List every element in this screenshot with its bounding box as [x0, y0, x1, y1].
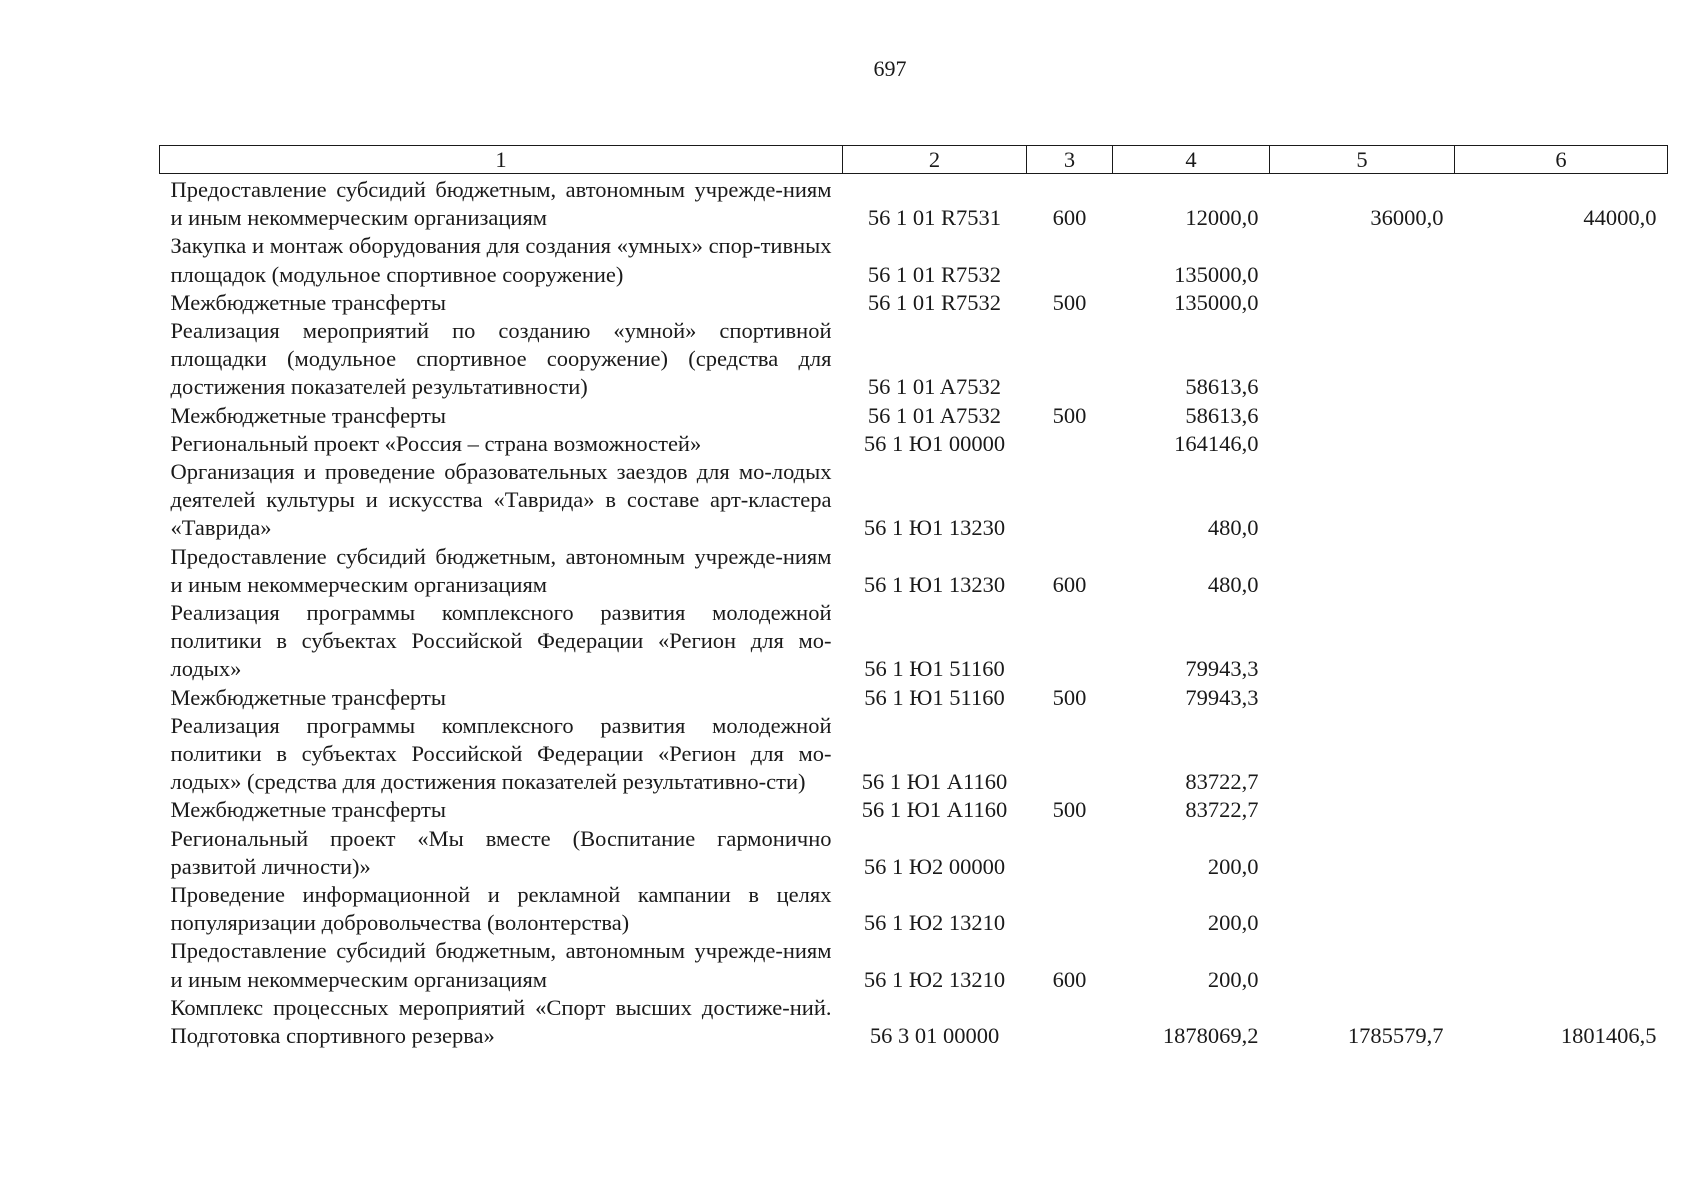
row-value-4-cell: 83722,7	[1185, 797, 1259, 823]
row-value-6-cell: 1801406,5	[1560, 1023, 1657, 1049]
row-value-5-cell: 36000,0	[1370, 205, 1444, 231]
row-type-cell: 500	[1052, 289, 1087, 315]
row-value-6-cell	[1455, 712, 1668, 797]
table-row	[160, 174, 1668, 233]
row-value-6-cell	[1455, 430, 1668, 458]
row-name-cell: Региональный проект «Россия – страна возможностей»	[170, 430, 702, 456]
row-type-cell	[1027, 599, 1113, 684]
column-header-4: 4	[1113, 146, 1270, 174]
row-value-6-cell	[1455, 881, 1668, 937]
row-value-5-cell	[1270, 289, 1455, 317]
table-row	[160, 825, 1668, 881]
row-type-cell	[1027, 430, 1113, 458]
row-type-cell: 500	[1052, 402, 1087, 428]
row-value-4-cell: 135000,0	[1174, 289, 1259, 315]
table-row	[160, 599, 1668, 684]
row-name-cell: Реализация программы комплексного развития молодежной политики в субъектах Российской Федерации «Регион для мо-лодых» (средства для достижения показателей результативно-сти)	[170, 712, 832, 795]
row-name-cell: Организация и проведение образовательных заездов для мо-лодых деятелей культуры и искусства «Таврида» в составе арт-кластера «Таврида»	[170, 459, 832, 541]
row-name-cell: Региональный проект «Мы вместе (Воспитание гармонично развитой личности)»	[170, 825, 832, 879]
row-value-5-cell	[1270, 430, 1455, 458]
row-value-6-cell	[1455, 937, 1668, 993]
row-name-cell: Межбюджетные трансферты	[170, 289, 446, 315]
row-code-cell: 56 1 01 A7532	[867, 374, 1002, 400]
row-code-cell: 56 1 Ю1 A1160	[861, 769, 1008, 795]
row-value-5-cell	[1270, 712, 1455, 797]
row-value-5-cell	[1270, 881, 1455, 937]
row-name-cell: Предоставление субсидий бюджетным, автономным учрежде-ниям и иным некоммерческим организациям	[170, 543, 832, 597]
table-row	[160, 712, 1668, 797]
row-value-4-cell: 58613,6	[1185, 402, 1259, 428]
row-value-4-cell: 83722,7	[1185, 769, 1259, 795]
row-code-cell: 56 1 Ю2 13210	[863, 910, 1006, 936]
row-value-6-cell: 44000,0	[1583, 205, 1657, 231]
row-type-cell	[1027, 317, 1113, 402]
row-code-cell: 56 1 01 R7532	[867, 261, 1002, 287]
row-value-6-cell	[1455, 402, 1668, 430]
row-value-4-cell: 79943,3	[1185, 656, 1259, 682]
table-row	[160, 543, 1668, 599]
row-name-cell: Межбюджетные трансферты	[170, 402, 446, 428]
header-row	[160, 146, 1668, 174]
table-row	[160, 881, 1668, 937]
table-row	[160, 458, 1668, 543]
column-header-2: 2	[843, 146, 1027, 174]
row-value-4-cell: 480,0	[1207, 571, 1259, 597]
row-value-5-cell	[1270, 317, 1455, 402]
row-code-cell: 56 1 Ю1 51160	[864, 684, 1005, 710]
row-value-4-cell: 200,0	[1207, 853, 1259, 879]
row-value-6-cell	[1455, 458, 1668, 543]
row-value-4-cell: 135000,0	[1174, 261, 1259, 287]
row-value-5-cell	[1270, 232, 1455, 288]
table-row	[160, 430, 1668, 458]
row-name-cell: Межбюджетные трансферты	[170, 797, 446, 823]
row-type-cell: 500	[1052, 797, 1087, 823]
table-row	[160, 937, 1668, 993]
table-row	[160, 994, 1668, 1050]
row-code-cell: 56 1 Ю1 51160	[864, 656, 1005, 682]
row-value-5-cell: 1785579,7	[1347, 1023, 1444, 1049]
row-name-cell: Комплекс процессных мероприятий «Спорт высших достиже-ний. Подготовка спортивного резерва»	[170, 994, 832, 1049]
table-row	[160, 684, 1668, 712]
row-value-6-cell	[1455, 543, 1668, 599]
row-code-cell: 56 1 Ю1 13230	[863, 571, 1006, 597]
row-code-cell: 56 1 Ю1 13230	[863, 515, 1006, 541]
row-name-cell: Проведение информационной и рекламной кампании в целях популяризации добровольчества (волонтерства)	[170, 882, 832, 936]
row-value-5-cell	[1270, 796, 1455, 824]
row-code-cell: 56 1 01 A7532	[867, 402, 1002, 428]
table-row	[160, 402, 1668, 430]
column-header-6: 6	[1455, 146, 1668, 174]
row-value-4-cell: 200,0	[1207, 910, 1259, 936]
row-value-5-cell	[1270, 543, 1455, 599]
row-name-cell: Реализация программы комплексного развития молодежной политики в субъектах Российской Федерации «Регион для мо-лодых»	[170, 600, 832, 682]
row-value-4-cell: 58613,6	[1185, 374, 1259, 400]
table-header	[160, 146, 1668, 174]
row-type-cell: 600	[1052, 205, 1087, 231]
row-value-5-cell	[1270, 458, 1455, 543]
row-code-cell: 56 1 Ю2 13210	[863, 966, 1006, 992]
row-name-cell: Предоставление субсидий бюджетным, автономным учрежде-ниям и иным некоммерческим организациям	[170, 177, 832, 231]
row-value-4-cell: 1878069,2	[1162, 1023, 1259, 1049]
table-row	[160, 289, 1668, 317]
row-value-4-cell: 79943,3	[1185, 684, 1259, 710]
table-row	[160, 317, 1668, 402]
row-value-4-cell: 200,0	[1207, 966, 1259, 992]
table-row	[160, 232, 1668, 288]
row-value-4-cell: 12000,0	[1185, 205, 1259, 231]
row-code-cell: 56 3 01 00000	[869, 1023, 1000, 1049]
row-type-cell	[1027, 712, 1113, 797]
row-name-cell: Межбюджетные трансферты	[170, 684, 446, 710]
table-row	[160, 796, 1668, 824]
row-type-cell	[1027, 881, 1113, 937]
row-value-5-cell	[1270, 402, 1455, 430]
row-value-5-cell	[1270, 825, 1455, 881]
page-number: 697	[873, 56, 907, 81]
row-name-cell: Предоставление субсидий бюджетным, автономным учрежде-ниям и иным некоммерческим организациям	[170, 938, 832, 992]
row-value-5-cell	[1270, 684, 1455, 712]
row-type-cell	[1027, 994, 1113, 1050]
row-code-cell: 56 1 Ю2 00000	[863, 853, 1006, 879]
row-value-6-cell	[1455, 289, 1668, 317]
row-value-6-cell	[1455, 599, 1668, 684]
row-code-cell: 56 1 01 R7531	[867, 205, 1002, 231]
row-value-4-cell: 480,0	[1207, 515, 1259, 541]
row-type-cell: 600	[1052, 571, 1087, 597]
row-value-6-cell	[1455, 825, 1668, 881]
row-value-6-cell	[1455, 684, 1668, 712]
row-value-5-cell	[1270, 599, 1455, 684]
row-name-cell: Закупка и монтаж оборудования для создания «умных» спор-тивных площадок (модульное спортивное сооружение)	[170, 233, 832, 287]
row-type-cell	[1027, 825, 1113, 881]
column-header-5: 5	[1270, 146, 1455, 174]
row-type-cell: 500	[1052, 684, 1087, 710]
row-type-cell: 600	[1052, 966, 1087, 992]
column-header-3: 3	[1027, 146, 1113, 174]
column-header-1: 1	[160, 146, 843, 174]
row-code-cell: 56 1 01 R7532	[867, 289, 1002, 315]
table-body	[160, 174, 1668, 1051]
row-value-6-cell	[1455, 796, 1668, 824]
row-name-cell: Реализация мероприятий по созданию «умной» спортивной площадки (модульное спортивное сооружение) (средства для достижения показателей результативности)	[170, 318, 832, 400]
row-value-6-cell	[1455, 232, 1668, 288]
row-code-cell: 56 1 Ю1 00000	[863, 430, 1006, 456]
budget-table	[159, 145, 1668, 1050]
row-value-4-cell: 164146,0	[1174, 430, 1259, 456]
row-type-cell	[1027, 458, 1113, 543]
row-code-cell: 56 1 Ю1 A1160	[861, 797, 1008, 823]
row-type-cell	[1027, 232, 1113, 288]
row-value-5-cell	[1270, 937, 1455, 993]
row-value-6-cell	[1455, 317, 1668, 402]
